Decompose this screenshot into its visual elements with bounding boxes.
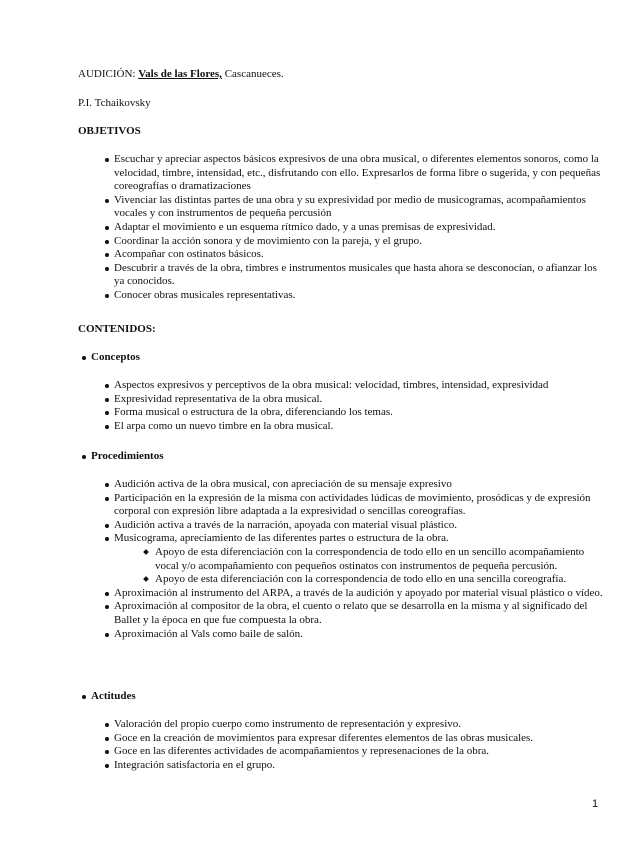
list-item: Adaptar el movimiento e un esquema rítmico dado, y a unas premisas de expresividad.	[105, 221, 603, 235]
procedimientos-heading: Procedimientos	[82, 450, 164, 464]
audition-label: AUDICIÓN:	[78, 68, 136, 80]
sub-list-item: Apoyo de esta diferenciación con la correspondencia de todo ello en un sencillo acompañamiento vocal y/o acompañamiento con pequeños ostinatos con instrumentos de pequeña percusión.	[114, 546, 603, 573]
list-item: Aproximación al Vals como baile de salón.	[105, 628, 603, 642]
list-item: Escuchar y apreciar aspectos básicos expresivos de una obra musical, o diferentes elementos sonoros, como la velocidad, timbre, intensidad, etc., disfrutando con ello. Expresarlos de forma libre o sugerida, y con pequeñas coreografías o dramatizaciones	[105, 153, 603, 194]
objetivos-heading: OBJETIVOS	[78, 125, 141, 137]
list-item: Aproximación al compositor de la obra, el cuento o relato que se desarrolla en la misma y al significado del Ballet y la época en que fue compuesta la obra.	[105, 600, 603, 627]
list-item: Vivenciar las distintas partes de una obra y su expresividad por medio de musicogramas, acompañamientos vocales y con instrumentos de pequeña percusión	[105, 194, 603, 221]
list-item: Aspectos expresivos y perceptivos de la obra musical: velocidad, timbres, intensidad, expresividad	[105, 379, 603, 393]
musicograma-sublist	[114, 546, 603, 587]
contenidos-heading: CONTENIDOS:	[78, 323, 156, 335]
list-item: Descubrir a través de la obra, timbres e instrumentos musicales que hasta ahora se desconocían, o afianzar los ya conocidos.	[105, 262, 603, 289]
list-item: Valoración del propio cuerpo como instrumento de representación y expresivo.	[105, 718, 603, 732]
conceptos-heading: Conceptos	[82, 351, 140, 365]
list-item: Expresividad representativa de la obra musical.	[105, 393, 603, 407]
composer-line: P.I. Tchaikovsky	[78, 97, 151, 109]
list-item	[105, 532, 603, 586]
list-item: Forma musical o estructura de la obra, diferenciando los temas.	[105, 406, 603, 420]
list-item: Integración satisfactoria en el grupo.	[105, 759, 603, 773]
work-title: Cascanueces.	[224, 68, 284, 80]
list-item: Acompañar con ostinatos básicos.	[105, 248, 603, 262]
audition-line	[78, 68, 603, 82]
page-number: 1	[592, 798, 599, 810]
list-item: Audición activa a través de la narración, apoyada con material visual plástico.	[105, 519, 603, 533]
objetivos-list	[105, 153, 603, 303]
actitudes-heading: Actitudes	[82, 690, 136, 704]
list-item: Conocer obras musicales representativas.	[105, 289, 603, 303]
list-item-text: Musicograma, apreciamiento de las diferentes partes o estructura de la obra.	[114, 532, 449, 545]
conceptos-list	[105, 379, 603, 433]
list-item: Coordinar la acción sonora y de movimiento con la pareja, y el grupo.	[105, 235, 603, 249]
sub-list-item: Apoyo de esta diferenciación con la correspondencia de todo ello en una sencilla coreografía.	[114, 573, 603, 587]
list-item: Aproximación al instrumento del ARPA, a través de la audición y apoyado por material visual plástico o vídeo.	[105, 587, 603, 601]
actitudes-list	[105, 718, 603, 772]
list-item: El arpa como un nuevo timbre en la obra musical.	[105, 420, 603, 434]
list-item: Goce en la creación de movimientos para expresar diferentes elementos de las obras musicales.	[105, 732, 603, 746]
list-item: Audición activa de la obra musical, con apreciación de su mensaje expresivo	[105, 478, 603, 492]
list-item: Participación en la expresión de la misma con actividades lúdicas de movimiento, prosódicas y de expresión corporal con expresión libre adaptada a la expresividad o sencillas coreografías.	[105, 492, 603, 519]
procedimientos-list	[105, 478, 603, 641]
list-item: Goce en las diferentes actividades de acompañamientos y represenaciones de la obra.	[105, 745, 603, 759]
piece-title: Vals de las Flores,	[138, 68, 222, 80]
